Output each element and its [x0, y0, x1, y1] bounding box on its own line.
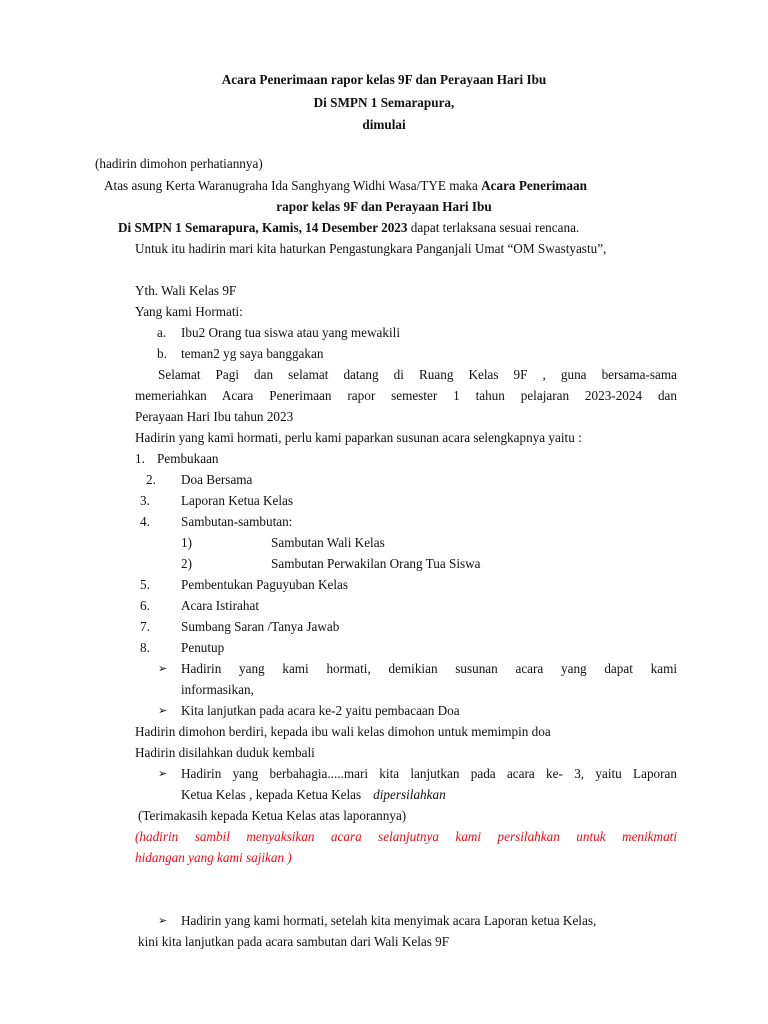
title-line-2: Di SMPN 1 Semarapura, — [313, 95, 455, 110]
agenda-sub-num-2: 2) — [181, 556, 192, 571]
body-bullet-3-italic: dipersilahkan — [373, 787, 446, 802]
body-bullet-4: Hadirin yang kami hormati, setelah kita menyimak acara Laporan ketua Kelas, — [181, 913, 597, 928]
body-last-line: kini kita lanjutkan pada acara sambutan dari Wali Kelas 9F — [138, 934, 450, 949]
agenda-item-2: Doa Bersama — [181, 472, 253, 487]
agenda-item-8: Penutup — [181, 640, 225, 655]
agenda-item-1: Pembukaan — [157, 451, 219, 466]
arrow-bullet-icon: ➢ — [158, 663, 168, 675]
red-note-line-1: (hadirin sambil menyaksikan acara selanjutnya kami persilahkan untuk menikmati — [135, 829, 677, 844]
intro-line-3 — [118, 220, 579, 236]
intro-line-1-bold: Acara Penerimaan — [481, 178, 587, 193]
arrow-bullet-icon: ➢ — [158, 768, 168, 780]
agenda-sub-num-1: 1) — [181, 535, 192, 550]
thanks-note: (Terimakasih kepada Ketua Kelas atas laporannya) — [138, 808, 407, 823]
attention-note: (hadirin dimohon perhatiannya) — [95, 156, 263, 171]
arrow-bullet-icon: ➢ — [158, 705, 168, 717]
greeting-yth: Yth. Wali Kelas 9F — [135, 283, 237, 298]
agenda-num-6: 6. — [140, 598, 150, 613]
agenda-item-6: Acara Istirahat — [181, 598, 259, 613]
body-paragraph-1: Hadirin dimohon berdiri, kepada ibu wali kelas dimohon untuk memimpin doa — [135, 724, 551, 739]
agenda-num-8: 8. — [140, 640, 150, 655]
greeting-marker-b: b. — [157, 346, 167, 361]
agenda-item-3: Laporan Ketua Kelas — [181, 493, 294, 508]
greeting-item-a: Ibu2 Orang tua siswa atau yang mewakili — [181, 325, 400, 340]
intro-line-3-bold: Di SMPN 1 Semarapura, Kamis, 14 Desember 2023 — [118, 220, 408, 235]
agenda-sub-item-1: Sambutan Wali Kelas — [271, 535, 385, 550]
agenda-item-4: Sambutan-sambutan: — [181, 514, 293, 529]
agenda-num-5: 5. — [140, 577, 150, 592]
agenda-item-7: Sumbang Saran /Tanya Jawab — [181, 619, 340, 634]
body-bullet-3-text: Ketua Kelas , kepada Ketua Kelas — [181, 787, 362, 802]
agenda-sub-item-2: Sambutan Perwakilan Orang Tua Siswa — [271, 556, 481, 571]
intro-line-1 — [104, 178, 587, 194]
body-paragraph-2: Hadirin disilahkan duduk kembali — [135, 745, 315, 760]
arrow-bullet-icon: ➢ — [158, 915, 168, 927]
red-note-line-2: hidangan yang kami sajikan ) — [135, 850, 292, 865]
body-bullet-3-line-2 — [181, 787, 446, 803]
body-bullet-2: Kita lanjutkan pada acara ke-2 yaitu pembacaan Doa — [181, 703, 460, 718]
welcome-line-2: memeriahkan Acara Penerimaan rapor semester 1 tahun pelajaran 2023-2024 dan — [135, 388, 677, 403]
agenda-num-2: 2. — [146, 472, 156, 487]
title-line-3: dimulai — [362, 117, 406, 132]
body-bullet-1-line-2: informasikan, — [181, 682, 254, 697]
welcome-line-1: Selamat Pagi dan selamat datang di Ruang Kelas 9F , guna bersama-sama — [158, 367, 677, 382]
greeting-item-b: teman2 yg saya banggakan — [181, 346, 324, 361]
intro-line-3-text: dapat terlaksana sesuai rencana. — [407, 220, 580, 235]
welcome-line-3: Perayaan Hari Ibu tahun 2023 — [135, 409, 294, 424]
greeting-hormat: Yang kami Hormati: — [135, 304, 243, 319]
agenda-num-7: 7. — [140, 619, 150, 634]
welcome-line-4: Hadirin yang kami hormati, perlu kami paparkan susunan acara selengkapnya yaitu : — [135, 430, 582, 445]
agenda-num-1: 1. — [135, 451, 145, 466]
agenda-item-5: Pembentukan Paguyuban Kelas — [181, 577, 349, 592]
intro-line-1-text: Atas asung Kerta Waranugraha Ida Sanghyang Widhi Wasa/TYE maka — [104, 178, 482, 193]
greeting-marker-a: a. — [157, 325, 167, 340]
agenda-num-3: 3. — [140, 493, 150, 508]
body-bullet-1-line-1: Hadirin yang kami hormati, demikian susunan acara yang dapat kami — [181, 661, 677, 676]
intro-line-2: rapor kelas 9F dan Perayaan Hari Ibu — [276, 199, 492, 214]
title-line-1: Acara Penerimaan rapor kelas 9F dan Perayaan Hari Ibu — [221, 72, 547, 87]
intro-line-4: Untuk itu hadirin mari kita haturkan Pengastungkara Panganjali Umat “OM Swastyastu”, — [135, 241, 607, 256]
body-bullet-3-line-1: Hadirin yang berbahagia.....mari kita lanjutkan pada acara ke- 3, yaitu Laporan — [181, 766, 677, 781]
agenda-num-4: 4. — [140, 514, 150, 529]
